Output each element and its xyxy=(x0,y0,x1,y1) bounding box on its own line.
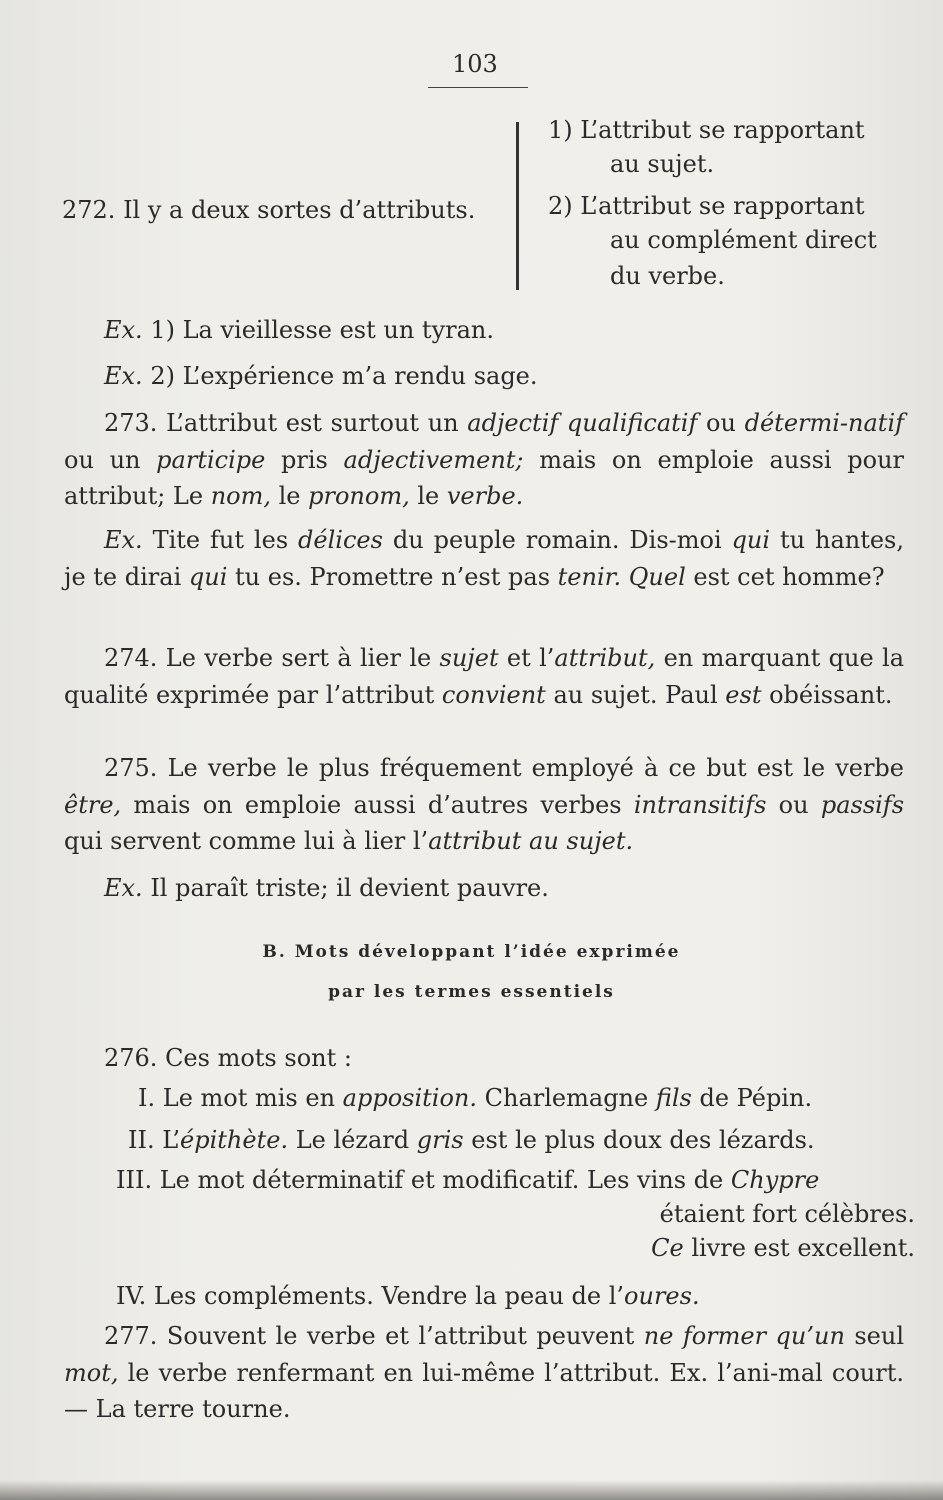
example-2 xyxy=(104,358,538,394)
list-item-I: I. Le mot mis en apposition. Charlemagne fils de Pépin. xyxy=(138,1084,813,1112)
bracket-line xyxy=(516,122,519,290)
attribute-type-2-line-3: du verbe. xyxy=(610,262,725,290)
attribute-type-1-line-1: 1) L’attribut se rapportant xyxy=(548,116,865,144)
section-b-heading-line-1: B. Mots développant l’idée exprimée xyxy=(262,942,681,962)
ex-label: Ex. xyxy=(104,362,143,390)
attribute-type-1-line-2: au sujet. xyxy=(610,150,715,178)
paragraph-273: 273. L’attribut est surtout un adjectif qualificatif ou détermi-natif ou un participe pris adjectivement; mais on emploie aussi pour attribut; Le nom, le pronom, le verbe. xyxy=(64,409,905,510)
ex-label: Ex. xyxy=(104,316,143,344)
example-2-text: 2) L’expérience m’a rendu sage. xyxy=(150,362,538,390)
list-item-II: II. L’épithète. Le lézard gris est le plus doux des lézards. xyxy=(128,1126,815,1154)
paragraph-276-intro: 276. Ces mots sont : xyxy=(104,1044,352,1072)
attribute-type-2-line-1: 2) L’attribut se rapportant xyxy=(548,192,865,220)
paragraph-275-example: Ex. Il paraît triste; il devient pauvre. xyxy=(104,874,549,902)
paragraph-272-lead: 272. Il y a deux sortes d’attributs. xyxy=(62,196,476,224)
page-bottom-shadow xyxy=(0,1480,943,1500)
page-number-rule xyxy=(428,87,528,88)
paragraph-274: 274. Le verbe sert à lier le sujet et l’attribut, en marquant que la qualité exprimée par l’attribut convient au sujet. Paul est obéissant. xyxy=(64,644,904,709)
section-b-heading-line-2: par les termes essentiels xyxy=(328,982,615,1002)
paragraph-273-example: Ex. Tite fut les délices du peuple romain. Dis-moi qui tu hantes, je te dirai qui tu es. Promettre n’est pas tenir. Quel est cet homme? xyxy=(64,526,904,591)
list-item-III-line-3: Ce livre est excellent. xyxy=(651,1234,915,1262)
paragraph-275: 275. Le verbe le plus fréquement employé à ce but est le verbe être, mais on emploie aussi d’autres verbes intransitifs ou passifs qui servent comme lui à lier l’attribut au sujet. xyxy=(64,754,905,855)
example-1-text: 1) La vieillesse est un tyran. xyxy=(150,316,495,344)
paragraph-277: 277. Souvent le verbe et l’attribut peuvent ne former qu’un seul mot, le verbe renfermant en lui-même l’attribut. Ex. l’ani-mal court. — La terre tourne. xyxy=(64,1322,905,1423)
list-item-III: III. Le mot déterminatif et modificatif. Les vins de Chypre xyxy=(116,1166,820,1194)
list-item-IV: IV. Les compléments. Vendre la peau de l’oures. xyxy=(116,1282,700,1310)
attribute-type-2-line-2: au complément direct xyxy=(610,226,877,254)
page-number: 103 xyxy=(452,50,498,78)
example-1 xyxy=(104,312,494,348)
list-item-III-line-2: étaient fort célèbres. xyxy=(659,1200,915,1228)
